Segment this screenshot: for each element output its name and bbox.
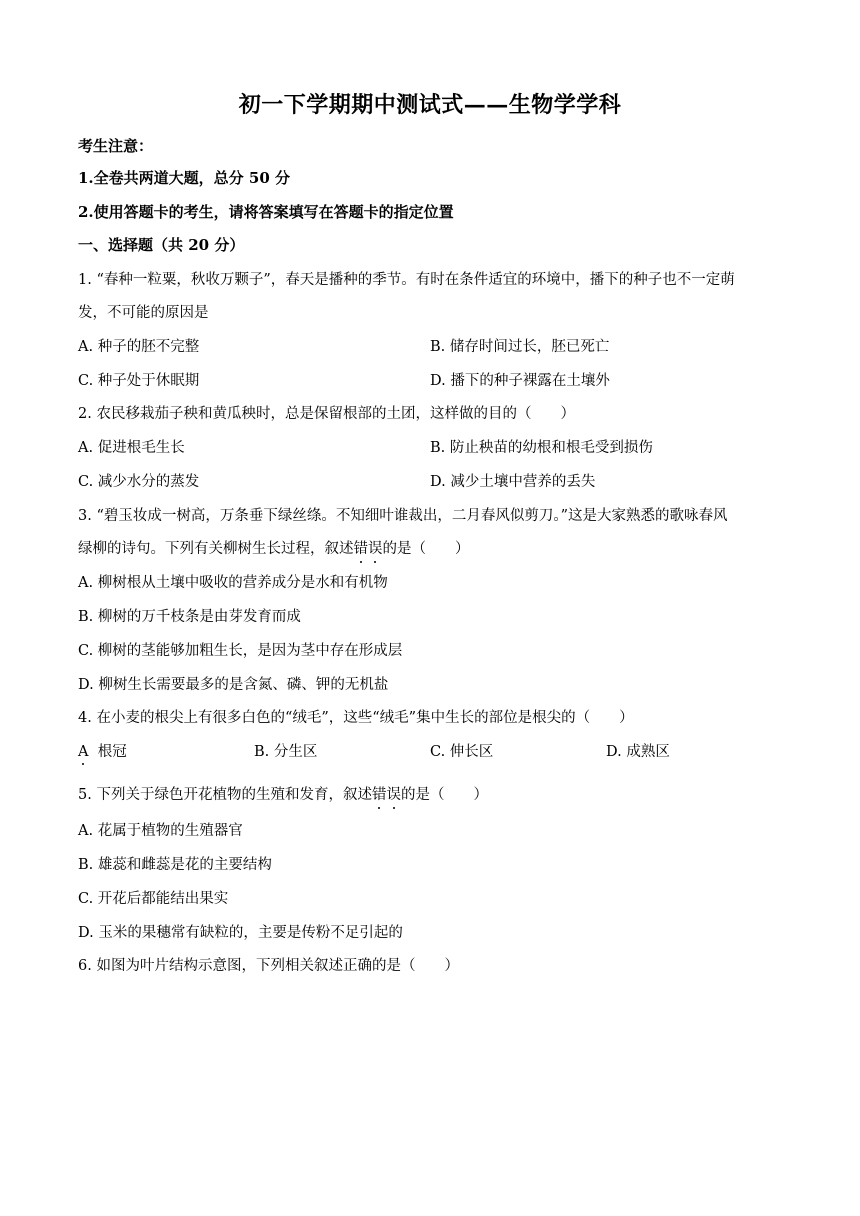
question-1-option-a: A. 种子的胚不完整	[78, 339, 200, 355]
question-5-option-b: B. 雄蕊和雌蕊是花的主要结构	[78, 857, 272, 873]
question-4-option-a	[78, 740, 127, 761]
question-4-option-a-letter: A	[78, 744, 89, 760]
emphasis-mark: 误	[368, 537, 383, 558]
question-3-stem-text: 的是（ ）	[382, 541, 470, 557]
question-1-option-c: C. 种子处于休眠期	[78, 373, 200, 389]
question-4-option-b: B. 分生区	[254, 744, 318, 760]
question-2-stem: 2. 农民移栽茄子秧和黄瓜秧时，总是保留根部的土团，这样做的目的（ ）	[78, 406, 575, 422]
emphasis-mark: 误	[386, 783, 401, 804]
page-title: 初一下学期期中测试式——生物学学科	[238, 92, 622, 118]
emphasis-mark: 错	[372, 783, 387, 804]
question-3-option-d: D. 柳树生长需要最多的是含氮、磷、钾的无机盐	[78, 677, 389, 693]
section-heading: 一、选择题（共 20 分）	[78, 236, 245, 254]
question-5-option-c: C. 开花后都能结出果实	[78, 891, 229, 907]
question-1-stem-line1: 1. “春种一粒粟，秋收万颗子”，春天是播种的季节。有时在条件适宜的环境中，播下的种子也不一定萌	[78, 272, 735, 288]
question-4-option-d: D. 成熟区	[606, 744, 670, 760]
question-5-option-d: D. 玉米的果穗常有缺粒的，主要是传粉不足引起的	[78, 925, 403, 941]
question-3-option-c: C. 柳树的茎能够加粗生长，是因为茎中存在形成层	[78, 643, 403, 659]
notice-item-1: 1.全卷共两道大题，总分 50 分	[78, 169, 290, 187]
question-2-option-c: C. 减少水分的蒸发	[78, 474, 200, 490]
question-5-stem	[78, 783, 488, 804]
question-1-option-d: D. 播下的种子裸露在土壤外	[430, 373, 610, 389]
question-3-stem-text: 绿柳的诗句。下列有关柳树生长过程，叙述	[78, 541, 354, 557]
question-5-option-a: A. 花属于植物的生殖器官	[78, 823, 243, 839]
notice-heading: 考生注意：	[78, 137, 154, 155]
notice-item-2: 2.使用答题卡的考生，请将答案填写在答题卡的指定位置	[78, 203, 454, 221]
question-2-option-a: A. 促进根毛生长	[78, 440, 185, 456]
question-1-stem-line2: 发，不可能的原因是	[78, 305, 209, 321]
question-3-stem-line1: 3. “碧玉妆成一树高，万条垂下绿丝绦。不知细叶谁裁出，二月春风似剪刀。”这是大家熟悉的歌咏春风	[78, 508, 728, 524]
question-4-option-a-text: 根冠	[97, 744, 127, 760]
question-3-stem-line2	[78, 537, 470, 558]
emphasis-mark: 错	[354, 537, 369, 558]
question-5-stem-text: 5. 下列关于绿色开花植物的生殖和发育，叙述	[78, 787, 372, 803]
question-4-option-c: C. 伸长区	[430, 744, 494, 760]
question-2-option-b: B. 防止秧苗的幼根和根毛受到损伤	[430, 440, 653, 456]
question-6-stem: 6. 如图为叶片结构示意图，下列相关叙述正确的是（ ）	[78, 958, 459, 974]
question-3-option-b: B. 柳树的万千枝条是由芽发育而成	[78, 609, 301, 625]
question-2-option-d: D. 减少土壤中营养的丢失	[430, 474, 596, 490]
question-1-option-b: B. 储存时间过长，胚已死亡	[430, 339, 610, 355]
question-5-stem-text: 的是（ ）	[400, 787, 488, 803]
question-4-stem: 4. 在小麦的根尖上有很多白色的“绒毛”，这些“绒毛”集中生长的部位是根尖的（ ）	[78, 710, 634, 726]
question-3-option-a: A. 柳树根从土壤中吸收的营养成分是水和有机物	[78, 575, 388, 591]
